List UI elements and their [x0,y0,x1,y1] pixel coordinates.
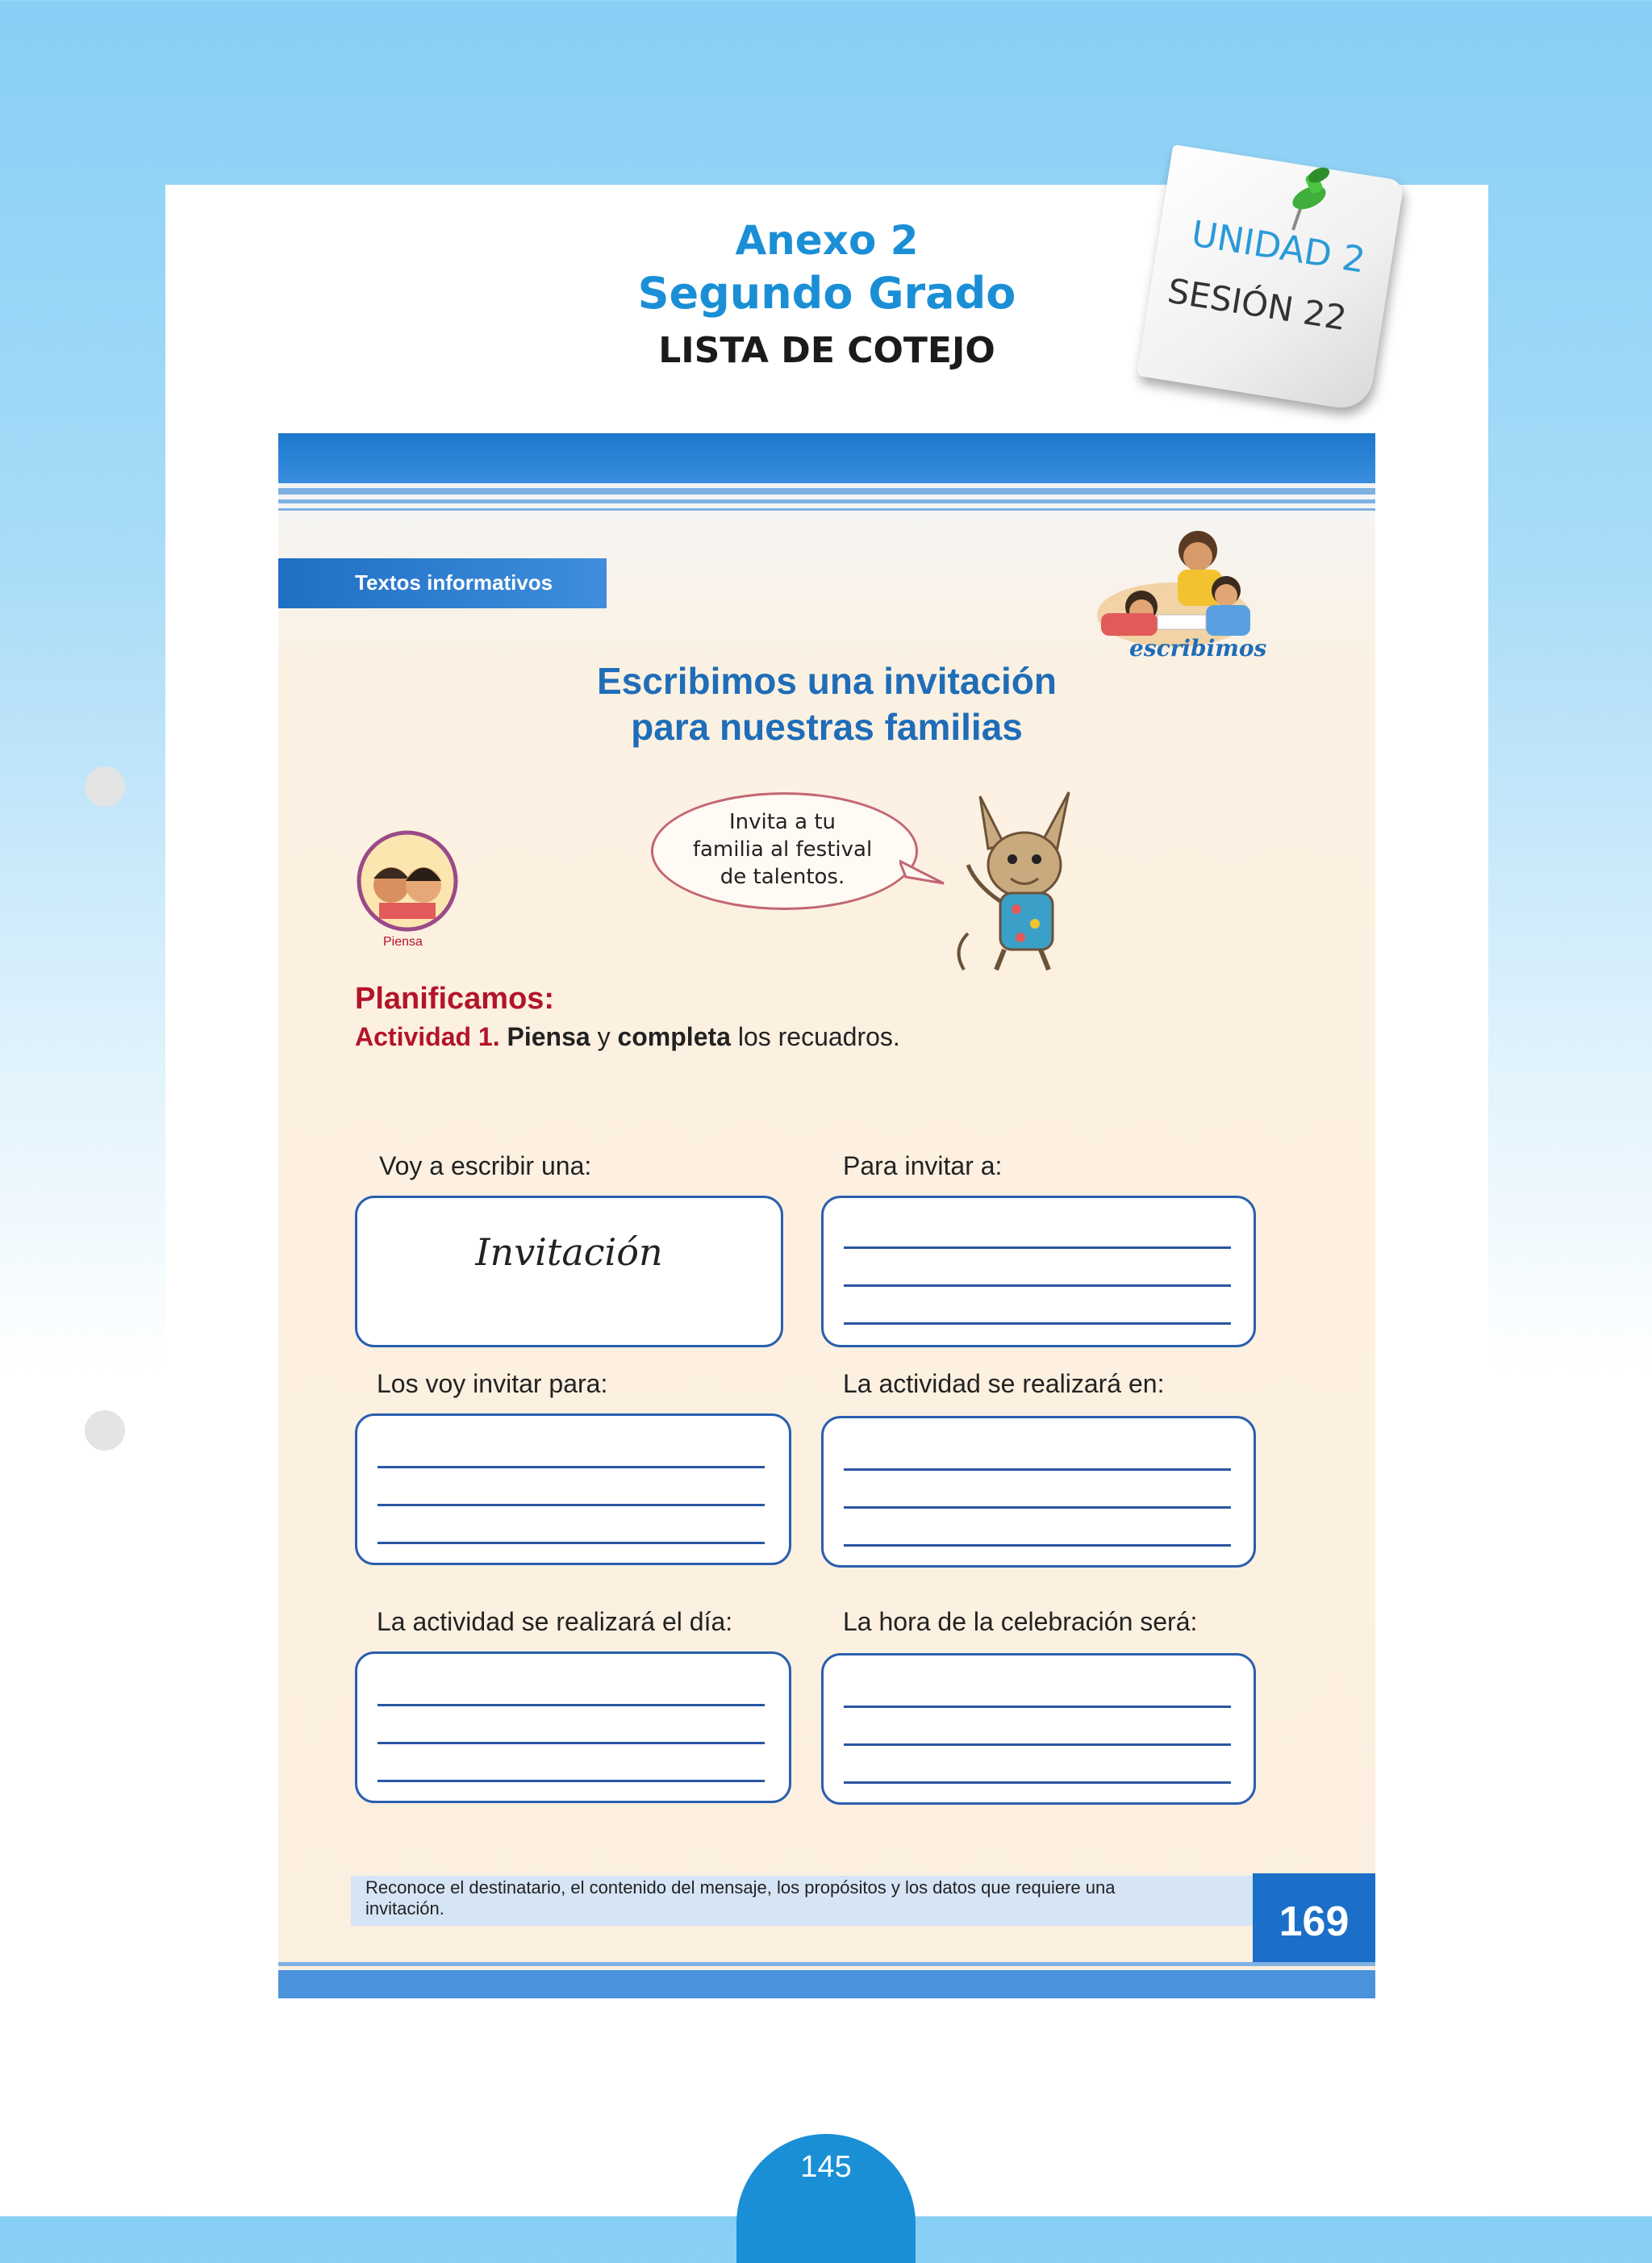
textbook-page-number [1253,1873,1375,1962]
book-bottom-bar [278,1970,1375,1998]
activity-rest: los recuadros. [737,1022,900,1051]
activity-instruction [355,1022,900,1052]
writing-line [844,1781,1231,1784]
session-label: SESIÓN 22 [1165,270,1350,338]
page-number: 145 [800,2150,852,2184]
field-box-location[interactable] [821,1416,1256,1568]
book-stripe [278,1962,1375,1966]
book-stripe [278,499,1375,503]
book-stripe [278,488,1375,495]
writing-line [844,1284,1231,1287]
mascot-illustration [948,788,1093,974]
annex-title: Anexo 2 [735,217,919,264]
field-label: Voy a escribir una: [379,1151,592,1180]
unit-label: UNIDAD 2 [1188,213,1368,282]
push-pin-icon [1279,165,1335,238]
learning-goal-text: Reconoce el destinatario, el contenido del mensaje, los propósitos y los datos que requiere una invitación. [365,1877,1116,1919]
field-box-purpose[interactable] [355,1413,791,1565]
speech-line: Invita a tu [728,810,836,834]
activity-verb: Piensa [507,1022,590,1051]
writing-line [844,1743,1231,1746]
activity-connector: y [597,1022,611,1051]
speech-line: de talentos. [720,865,845,889]
planning-heading: Planificamos: [355,982,555,1016]
writing-line [844,1322,1231,1325]
binder-hole-top [85,766,125,807]
escribimos-logo: escribimos [1129,635,1267,662]
worksheet-page [165,185,1488,2216]
field-box-invitees[interactable] [821,1196,1256,1347]
textbook-page-number-label: 169 [1279,1898,1350,1945]
think-badge-label: Piensa [383,935,423,949]
field-label: La hora de la celebración será: [843,1607,1198,1636]
think-badge-icon [355,829,460,933]
speech-line: familia al festival [692,837,873,862]
field-box-date[interactable] [355,1651,791,1803]
field-label: La actividad se realizará el día: [377,1607,733,1636]
section-tab [278,558,607,608]
writing-line [378,1542,765,1544]
writing-line [378,1780,765,1782]
grade-title: Segundo Grado [637,268,1016,319]
field-box-type[interactable] [355,1196,783,1347]
speech-bubble-text [674,808,891,891]
field-label: Los voy invitar para: [377,1369,608,1398]
sticky-note [1137,144,1404,412]
speech-bubble-tail [899,853,948,893]
writing-line [844,1468,1231,1471]
page-number-tab [736,2134,916,2263]
field-value: Invitación [475,1230,663,1274]
field-label: Para invitar a: [843,1151,1003,1180]
field-label: La actividad se realizará en: [843,1369,1165,1398]
lesson-title-line2: para nuestras familias [631,706,1023,748]
section-tab-label: Textos informativos [355,570,553,595]
binder-hole-bottom [85,1410,125,1451]
writing-line [844,1544,1231,1547]
book-stripe [278,508,1375,511]
lesson-title-line1: Escribimos una invitación [596,660,1058,702]
field-box-time[interactable] [821,1653,1256,1805]
activity-verb: completa [617,1022,731,1051]
book-top-bar [278,433,1375,483]
textbook-page-image [278,433,1375,1998]
writing-line [378,1504,765,1506]
writing-line [844,1706,1231,1708]
writing-line [844,1506,1231,1509]
writing-line [844,1246,1231,1249]
writing-line [378,1704,765,1706]
writing-line [378,1742,765,1744]
checklist-title: LISTA DE COTEJO [658,330,995,371]
writing-line [378,1466,765,1468]
activity-number: Actividad 1. [355,1022,500,1051]
